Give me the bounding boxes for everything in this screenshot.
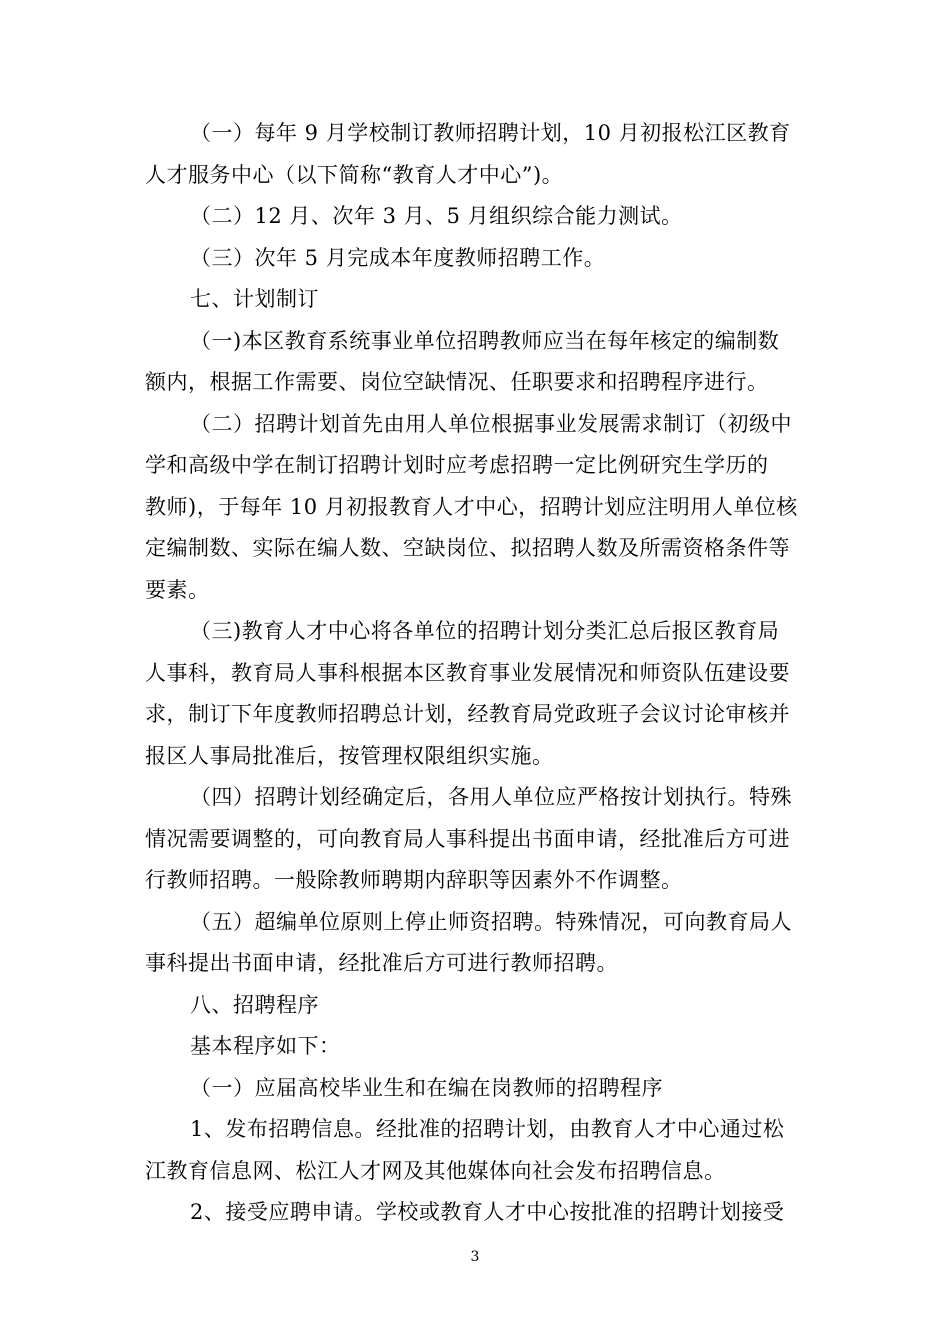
text-line: 八、招聘程序: [190, 992, 319, 1017]
paragraph: [145, 1192, 810, 1234]
paragraph: [145, 196, 810, 238]
text-line: 报区人事局批准后，按管理权限组织实施。: [145, 743, 554, 768]
text-line: 额内，根据工作需要、岗位空缺情况、任职要求和招聘程序进行。: [145, 370, 769, 394]
text-line: 行教师招聘。一般除教师聘期内辞职等因素外不作调整。: [145, 868, 683, 892]
text-line: （五）超编单位原则上停止师资招聘。特殊情况，可向教育局人: [190, 909, 792, 934]
text-line: （二）12 月、次年 3 月、5 月组织综合能力测试。: [190, 204, 683, 228]
paragraph: [145, 611, 810, 777]
paragraph: [145, 279, 810, 321]
paragraph: [145, 1109, 810, 1192]
text-line: 1、发布招聘信息。经批准的招聘计划，由教育人才中心通过松: [190, 1117, 785, 1141]
page-number: 3: [470, 1249, 480, 1265]
paragraph: [145, 902, 810, 985]
paragraph: [145, 777, 810, 902]
text-line: （四）招聘计划经确定后，各用人单位应严格按计划执行。特殊: [190, 785, 792, 809]
paragraph: [145, 1026, 810, 1068]
paragraph: [145, 321, 810, 404]
text-line: 情况需要调整的，可向教育局人事科提出书面申请，经批准后方可进: [145, 826, 790, 851]
text-line: 学和高级中学在制订招聘计划时应考虑招聘一定比例研究生学历的: [145, 453, 769, 477]
text-line: （三)教育人才中心将各单位的招聘计划分类汇总后报区教育局: [190, 619, 780, 643]
text-line: 人才服务中心（以下简称“教育人才中心”)。: [145, 162, 564, 187]
text-line: 教师)，于每年 10 月初报教育人才中心，招聘计划应注明用人单位核: [145, 494, 798, 519]
text-line: 求，制订下年度教师招聘总计划，经教育局党政班子会议讨论审核并: [145, 702, 790, 726]
text-line: 江教育信息网、松江人才网及其他媒体向社会发布招聘信息。: [145, 1158, 726, 1183]
text-line: 定编制数、实际在编人数、空缺岗位、拟招聘人数及所需资格条件等: [145, 536, 790, 560]
text-line: 2、接受应聘申请。学校或教育人才中心按批准的招聘计划接受: [190, 1200, 785, 1224]
text-line: （一）应届高校毕业生和在编在岗教师的招聘程序: [190, 1075, 663, 1100]
text-line: （一）每年 9 月学校制订教师招聘计划，10 月初报松江区教育: [190, 121, 791, 145]
paragraph: [145, 238, 810, 280]
text-line: （三）次年 5 月完成本年度教师招聘工作。: [190, 245, 606, 270]
text-line: 基本程序如下：: [190, 1034, 341, 1058]
text-line: 七、计划制订: [190, 287, 319, 311]
paragraph: [145, 404, 810, 612]
text-line: （一)本区教育系统事业单位招聘教师应当在每年核定的编制数: [190, 328, 780, 353]
paragraph: [145, 985, 810, 1027]
paragraph: [145, 1068, 810, 1110]
text-line: 人事科，教育局人事科根据本区教育事业发展情况和师资队伍建设要: [145, 660, 790, 685]
text-line: 事科提出书面申请，经批准后方可进行教师招聘。: [145, 951, 618, 975]
text-line: 要素。: [145, 577, 210, 602]
body-text: [145, 113, 810, 1234]
paragraph: [145, 113, 810, 196]
text-line: （二）招聘计划首先由用人单位根据事业发展需求制订（初级中: [190, 411, 792, 436]
